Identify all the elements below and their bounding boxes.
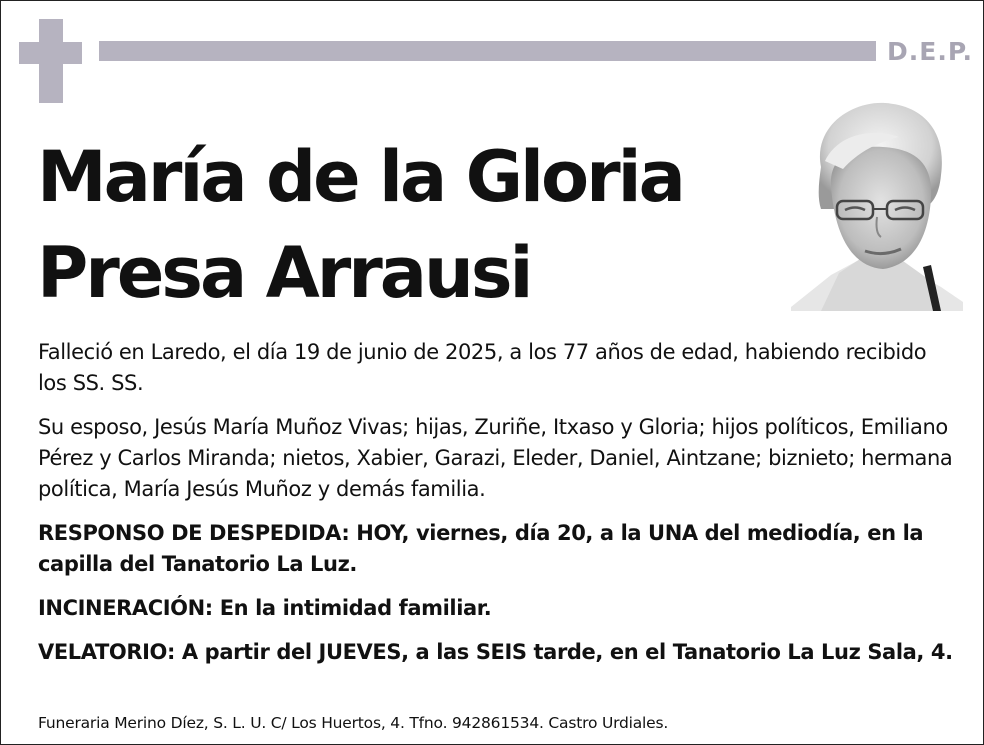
velatorio-info: VELATORIO: A partir del JUEVES, a las SEIS tarde, en el Tanatorio La Luz Sala, 4.	[38, 640, 953, 664]
family-list: Su esposo, Jesús María Muñoz Vivas; hijas, Zuriñe, Itxaso y Gloria; hijos políticos, Emiliano Pérez y Carlos Miranda; nietos, Xabier, Garazi, Eleder, Daniel, Aintzane; biznieto; hermana política, María Jesús Muñoz y demás familia.	[38, 415, 953, 501]
funeral-home-footer: Funeraria Merino Díez, S. L. U. C/ Los Huertos, 4. Tfno. 942861534. Castro Urdiales.	[38, 714, 669, 732]
header-bar	[99, 41, 876, 61]
deceased-name	[37, 129, 683, 321]
death-notice: Falleció en Laredo, el día 19 de junio de 2025, a los 77 años de edad, habiendo recibido los SS. SS.	[38, 340, 927, 395]
portrait-photo	[791, 97, 963, 311]
portrait-photo-icon	[791, 97, 963, 311]
incineracion-info: INCINERACIÓN: En la intimidad familiar.	[38, 596, 492, 620]
obituary-body	[38, 337, 958, 681]
cross-icon-horizontal	[19, 42, 82, 64]
dep-label: D.E.P.	[887, 37, 974, 66]
name-line-2: Presa Arrausi	[37, 232, 531, 314]
name-line-1: María de la Gloria	[37, 136, 683, 218]
responso-info: RESPONSO DE DESPEDIDA: HOY, viernes, día 20, a la UNA del mediodía, en la capilla del Tanatorio La Luz.	[38, 521, 924, 576]
